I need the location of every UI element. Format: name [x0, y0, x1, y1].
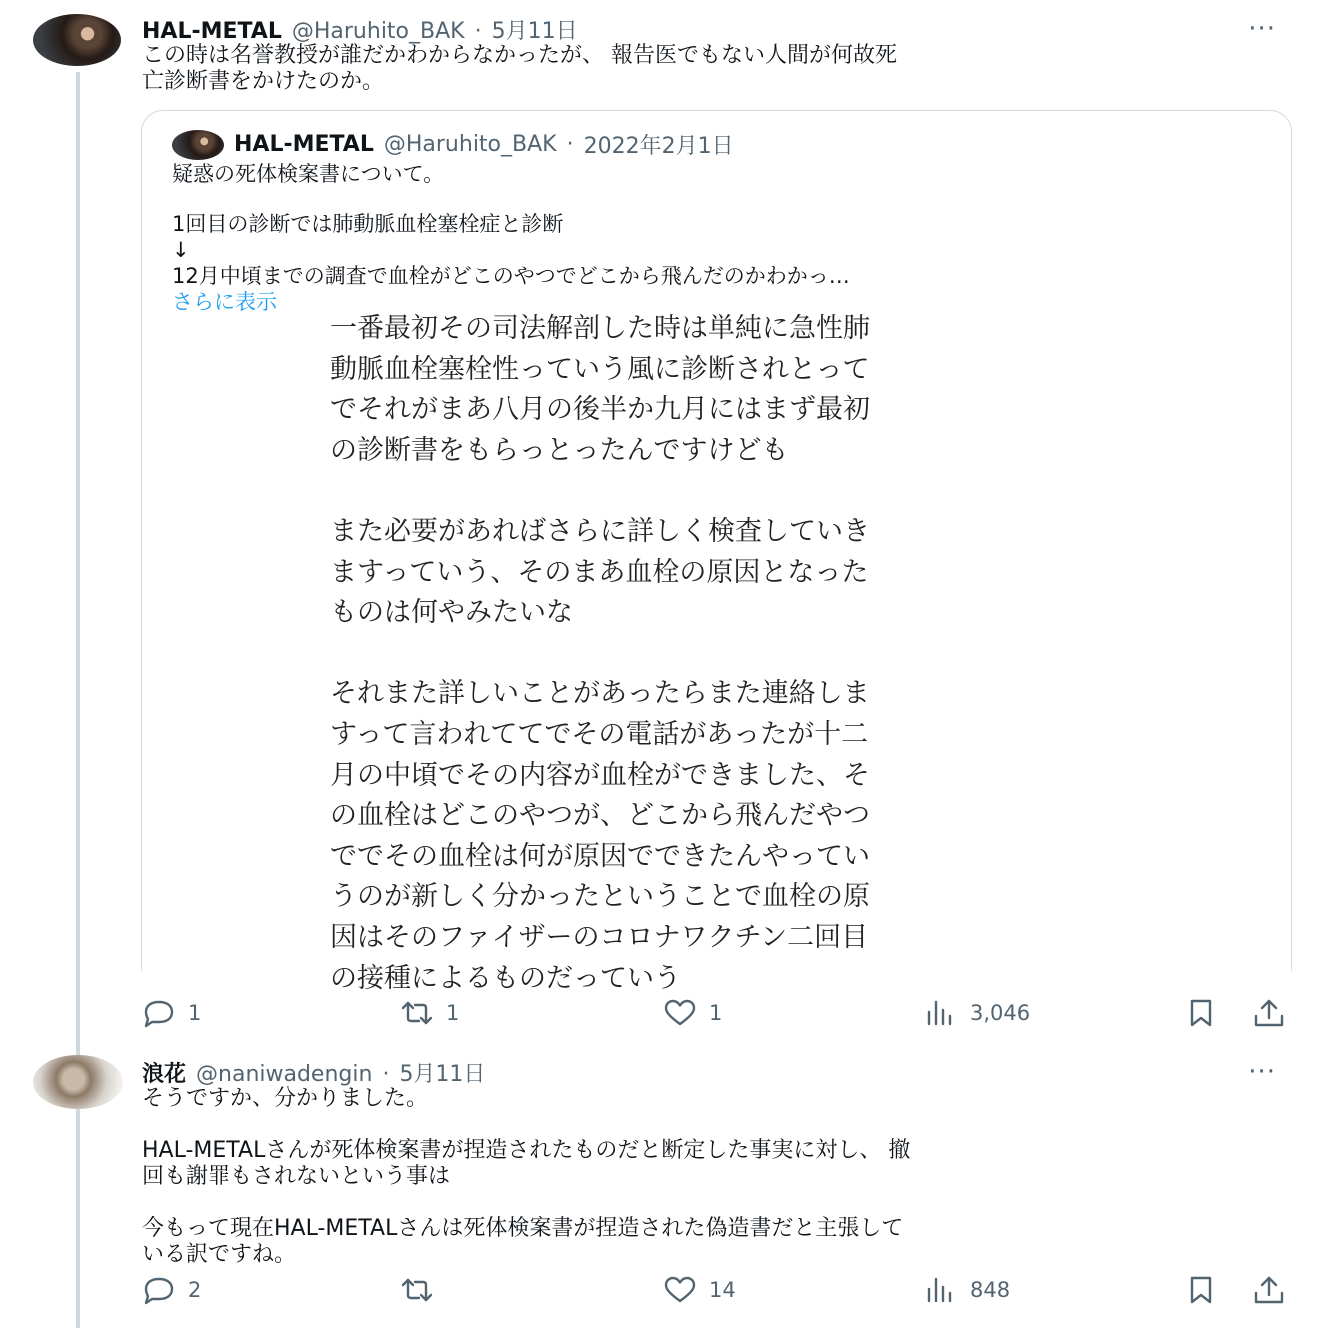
views-count: 848 — [970, 1278, 1011, 1302]
tweet-action-bar — [142, 998, 1292, 1038]
tweet-text: この時は名誉教授が誰だかわからなかったが、 報告医でもない人間が何故死 亡診断書をかけたのか。 — [142, 43, 897, 94]
image-text-line: ででその血栓は何が原因でできたんやってい — [330, 840, 870, 872]
image-text-line: ものは何やみたいな — [330, 597, 573, 629]
image-text-line: の接種によるものだっていう — [330, 962, 681, 994]
quote-tweet-card[interactable] — [141, 110, 1292, 994]
image-text-line: ますっていう、そのまあ血栓の原因となった — [330, 556, 869, 588]
user-handle[interactable]: @naniwadengin — [196, 1062, 373, 1087]
tweet-date[interactable]: 5月11日 — [491, 19, 578, 44]
reply-button[interactable] — [142, 1275, 201, 1305]
retweet-icon — [400, 998, 434, 1028]
image-text-line: の診断書をもらっとったんですけども — [330, 434, 789, 466]
reply-icon — [142, 1275, 176, 1305]
image-text-line: 因はそのファイザーのコロナワクチン二回目 — [330, 921, 869, 953]
tweet-header — [142, 14, 578, 45]
tweet-date[interactable]: 5月11日 — [399, 1062, 486, 1087]
quote-text-line: 12月中頃までの調査で血栓がどこのやつでどこから飛んだのかわかっ… — [172, 264, 850, 288]
image-text-line: 一番最初その司法解剖した時は単純に急性肺 — [330, 313, 870, 344]
tweet-date: 2022年2月1日 — [583, 134, 734, 159]
retweet-button[interactable] — [400, 1275, 446, 1305]
avatar — [172, 130, 224, 160]
reply-count: 1 — [188, 1001, 202, 1025]
views-count: 3,046 — [970, 1001, 1031, 1025]
image-text-line: 動脈血栓塞栓性っていう風に診断されとって — [330, 353, 870, 385]
separator-dot: · — [566, 132, 574, 157]
image-text-line: の血栓はどこのやつが、どこから飛んだやつ — [330, 800, 870, 832]
display-name[interactable]: HAL-METAL — [142, 19, 282, 44]
bookmark-icon — [1184, 1275, 1218, 1305]
reply-button[interactable] — [142, 998, 201, 1028]
reply-icon — [142, 998, 176, 1028]
reply-count: 2 — [188, 1278, 202, 1302]
image-text-line: すって言われててでその電話があったが十二 — [330, 718, 869, 750]
tweet-text: そうですか、分かりました。 HAL-METALさんが死体検案書が捏造されたものだと断定した事実に対し、 撤 回も謝罪もされないという事は 今もって現在HAL-METALさんは死体検案書が捏造された偽造書だと主張して いる訳ですね。 — [142, 1086, 911, 1267]
quote-text-line: ↓ — [172, 238, 190, 262]
tweet-header — [142, 1057, 485, 1088]
user-handle[interactable]: @Haruhito_BAK — [291, 19, 465, 44]
views-icon — [924, 1275, 958, 1305]
like-count: 1 — [709, 1001, 723, 1025]
like-count: 14 — [709, 1278, 736, 1302]
more-icon[interactable]: ··· — [1248, 1057, 1276, 1087]
user-handle: @Haruhito_BAK — [383, 132, 557, 157]
display-name: HAL-METAL — [234, 132, 374, 157]
like-button[interactable] — [663, 1275, 736, 1305]
thread-connector-line — [76, 72, 80, 1328]
like-icon — [663, 998, 697, 1028]
bookmark-button[interactable] — [1184, 998, 1218, 1028]
image-text-line: それまた詳しいことがあったらまた連絡しま — [330, 678, 870, 710]
quote-text — [172, 161, 1252, 315]
quote-text-line: 1回目の診断では肺動脈血栓塞栓症と診断 — [172, 212, 564, 236]
quote-text-line: 疑惑の死体検案書について。 — [172, 162, 445, 186]
image-text-line: 月の中頃でその内容が血栓ができました、そ — [330, 759, 870, 791]
image-text-line: また必要があればさらに詳しく検査していき — [330, 515, 870, 547]
separator-dot: · — [382, 1062, 390, 1087]
views-button[interactable] — [924, 998, 1030, 1028]
tweet-action-bar — [142, 1275, 1292, 1315]
more-icon[interactable]: ··· — [1248, 14, 1276, 44]
separator-dot: · — [474, 19, 482, 44]
quote-image[interactable] — [142, 313, 1291, 994]
share-button[interactable] — [1252, 1275, 1286, 1305]
image-transcript-text — [330, 309, 1100, 999]
retweet-count: 1 — [446, 1001, 460, 1025]
bookmark-button[interactable] — [1184, 1275, 1218, 1305]
avatar[interactable] — [33, 1055, 123, 1109]
image-text-line: うのが新しく分かったということで血栓の原 — [330, 881, 870, 913]
display-name[interactable]: 浪花 — [142, 1062, 187, 1087]
retweet-button[interactable] — [400, 998, 459, 1028]
avatar[interactable] — [33, 14, 121, 66]
share-icon — [1252, 1275, 1286, 1305]
show-more-link[interactable]: さらに表示 — [172, 290, 277, 314]
views-icon — [924, 998, 958, 1028]
like-icon — [663, 1275, 697, 1305]
share-icon — [1252, 998, 1286, 1028]
share-button[interactable] — [1252, 998, 1286, 1028]
like-button[interactable] — [663, 998, 722, 1028]
quote-header — [172, 129, 734, 160]
views-button[interactable] — [924, 1275, 1010, 1305]
image-text-line: でそれがまあ八月の後半か九月にはまず最初 — [330, 394, 870, 426]
bookmark-icon — [1184, 998, 1218, 1028]
retweet-icon — [400, 1275, 434, 1305]
